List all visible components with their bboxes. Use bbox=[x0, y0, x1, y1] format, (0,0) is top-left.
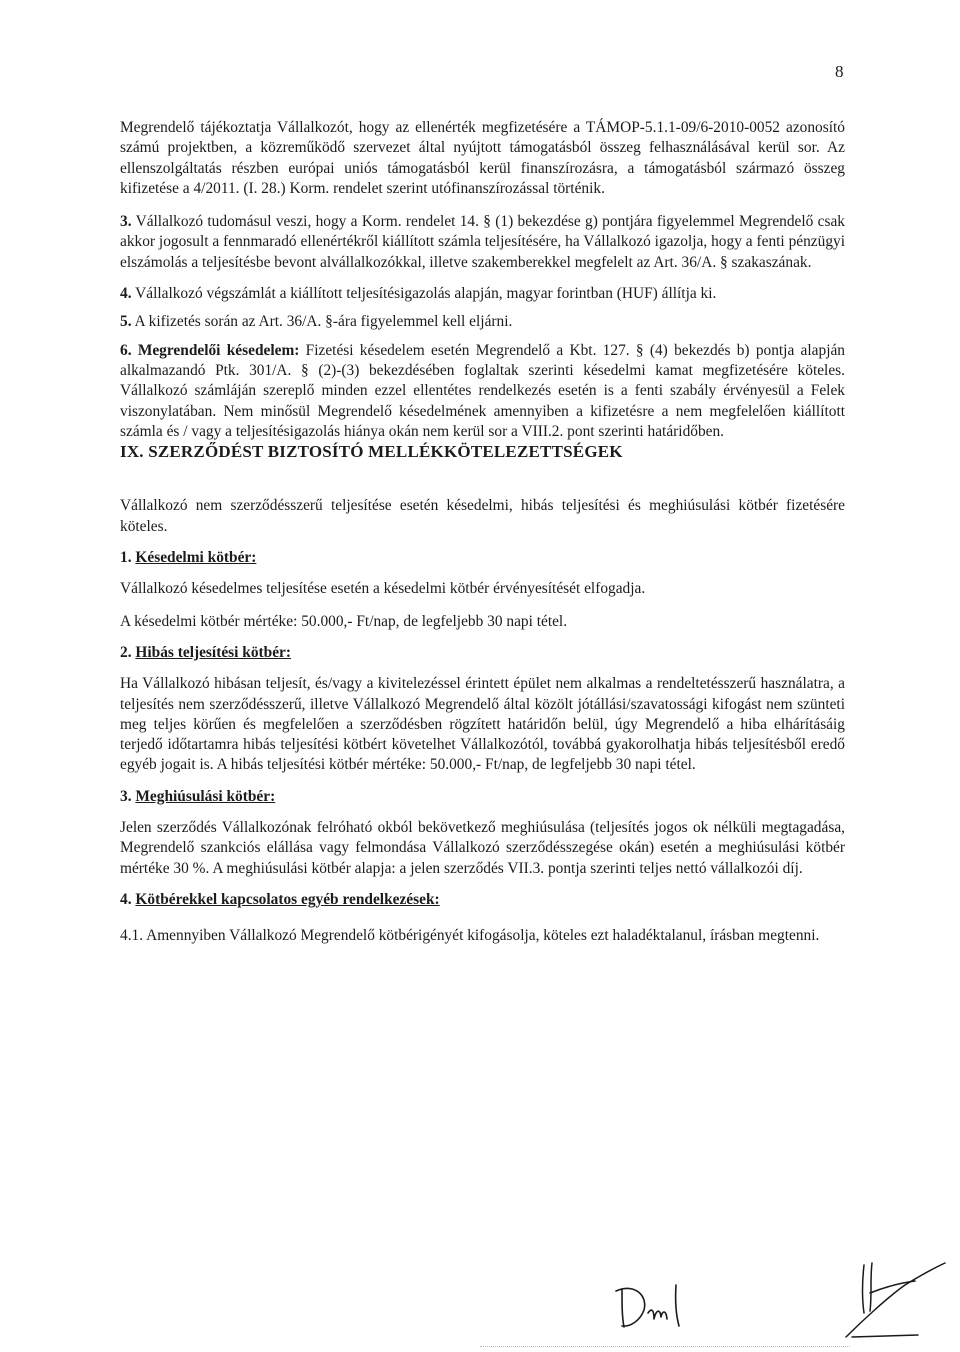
subheading-2-number: 2. bbox=[120, 643, 132, 661]
subheading-3-title: Meghiúsulási kötbér: bbox=[135, 787, 276, 805]
subheading-2-title: Hibás teljesítési kötbér: bbox=[135, 643, 291, 661]
paragraph-3-number: 3. bbox=[120, 213, 132, 231]
section-intro: Vállalkozó nem szerződésszerű teljesítése esetén késedelmi, hibás teljesítési és meghiúsulási kötbér fizetésére köteles. bbox=[120, 497, 845, 535]
subheading-1-title: Késedelmi kötbér: bbox=[135, 549, 257, 567]
paragraph-4 bbox=[120, 284, 845, 304]
paragraph-6 bbox=[120, 341, 845, 442]
subheading-1 bbox=[120, 548, 845, 568]
subheading-2 bbox=[120, 643, 845, 663]
failure-penalty-text: Jelen szerződés Vállalkozónak felróható okból bekövetkező meghiúsulása (teljesítés jogos ok nélküli megtagadása, Megrendelő szankciós elállása vagy felmondása Vállalkozó szerződésszegése okán) esetén a meghiúsulási kötbér mértéke 30 %. A meghiúsulási kötbér alapja: a jelen szerződés VII.3. pontja szerinti teljes nettó vállalkozói díj. bbox=[120, 819, 845, 877]
paragraph-6-number: 6. bbox=[120, 341, 132, 359]
bottom-dotted-line bbox=[480, 1346, 850, 1347]
subheading-4-title: Kötbérekkel kapcsolatos egyéb rendelkezések: bbox=[135, 890, 440, 908]
paragraph-4-number: 4. bbox=[120, 285, 132, 303]
paragraph-5 bbox=[120, 312, 845, 332]
subheading-3-number: 3. bbox=[120, 787, 132, 805]
paragraph-5-text: A kifizetés során az Art. 36/A. §-ára figyelemmel kell eljárni. bbox=[134, 313, 513, 331]
paragraph-3 bbox=[120, 212, 845, 273]
paragraph-6-text: Fizetési késedelem esetén Megrendelő a Kbt. 127. § (4) bekezdés b) pontja alapján alkalmazandó Ptk. 301/A. § (2)-(3) bekezdésében foglaltak szerinti késedelmi kamat megfizetésére köteles. Vállalkozó számláján szereplő minden ezzel ellentétes rendelkezés esetén is a fenti szabály érvényesül a Felek viszonylatában. Nem minősül Megrendelő késedelmének amennyiben a kifizetésre a nem megfelelően kiállított számla és / vagy a teljesítésigazolás hiánya okán nem kerül sor a VIII.2. pont szerinti határidőben. bbox=[120, 341, 845, 440]
paragraph-3-text: Vállalkozó tudomásul veszi, hogy a Korm. rendelet 14. § (1) bekezdése g) pontjára figyelemmel Megrendelő csak akkor jogosult a fennmaradó ellenértékről kiállított számla teljesítésére, ha Vállalkozó igazolja, hogy a fenti pénzügyi elszámolás a teljesítésbe bevont alvállalkozókkal, illetve szakemberekkel megfelelt az Art. 36/A. § szakaszának. bbox=[120, 213, 845, 271]
paragraph-5-number: 5. bbox=[120, 313, 132, 331]
handwritten-signature bbox=[846, 1263, 945, 1337]
paragraph-6-title: Megrendelői késedelem: bbox=[137, 341, 300, 359]
late-penalty-text-1: Vállalkozó késedelmes teljesítése esetén a késedelmi kötbér érvényesítését elfogadja. bbox=[120, 580, 646, 598]
defect-penalty-text: Ha Vállalkozó hibásan teljesít, és/vagy a kivitelezéssel érintett épület nem alkalmas a rendeltetésszerű használatra, a teljesítés nem szerződésszerű, illetve Vállalkozó Megrendelő által közölt jótállási/szavatossági kifogást nem szünteti meg teljes körűen és megfelelően a szerződésben rögzített határidőn belül, úgy Megrendelő a hiba elhárításáig terjedő időtartamra hibás teljesítési kötbért követelhet Vállalkozótól, továbbá gyakorolhatja hibás teljesítésből eredő egyéb jogait is. A hibás teljesítési kötbér mértéke: 50.000,- Ft/nap, de legfeljebb 30 napi tétel. bbox=[120, 675, 845, 774]
paragraph-4-text: Vállalkozó végszámlát a kiállított teljesítésigazolás alapján, magyar forintban (HUF) állítja ki. bbox=[135, 285, 717, 303]
signatures bbox=[600, 1255, 960, 1345]
penalty-provisions-text: 4.1. Amennyiben Vállalkozó Megrendelő kötbérigényét kifogásolja, köteles ezt haladéktalanul, írásban megtenni. bbox=[120, 927, 820, 945]
document-body bbox=[120, 118, 845, 947]
subheading-4 bbox=[120, 890, 845, 910]
subheading-3 bbox=[120, 787, 845, 807]
page-number: 8 bbox=[835, 62, 844, 81]
initials-signature bbox=[616, 1285, 679, 1327]
financing-paragraph: Megrendelő tájékoztatja Vállalkozót, hogy az ellenérték megfizetésére a TÁMOP-5.1.1-09/6-2010-0052 azonosító számú projektben, a közreműködő szervezet által nyújtott támogatásból összeg felhasználásával kerül sor. Az ellenszolgáltatás részben európai uniós támogatásból kerül finanszírozásra, a támogatásból származó összeg kifizetése a 4/2011. (I. 28.) Korm. rendelet szerint utófinanszírozással történik. bbox=[120, 119, 845, 197]
subheading-1-number: 1. bbox=[120, 549, 132, 567]
late-penalty-text-2: A késedelmi kötbér mértéke: 50.000,- Ft/nap, de legfeljebb 30 napi tétel. bbox=[120, 612, 568, 630]
section-heading: IX. SZERZŐDÉST BIZTOSÍTÓ MELLÉKKÖTELEZETTSÉGEK bbox=[120, 442, 623, 462]
subheading-4-number: 4. bbox=[120, 890, 132, 908]
